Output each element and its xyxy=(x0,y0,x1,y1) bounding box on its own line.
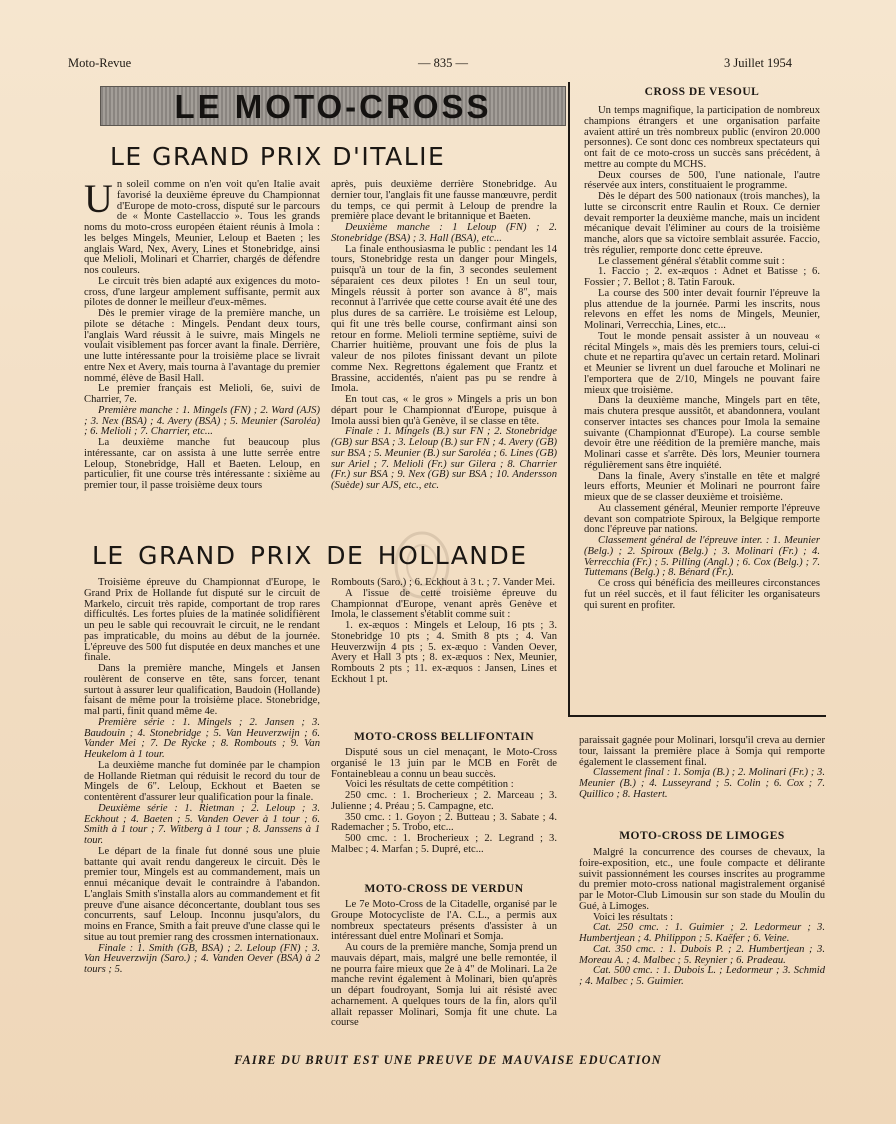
magazine-name: Moto-Revue xyxy=(68,56,132,70)
vesoul-paragraph: Ce cross qui bénéficia des meilleures circonstances fut un réel succès, et il faut féliciter les organisateurs qui surent en profiter. xyxy=(584,578,820,611)
verdun-results: Classement final : 1. Somja (B.) ; 2. Molinari (Fr.) ; 3. Meunier (B.) ; 4. Lusseyrand ; 5. Colin ; 6. Cox ; 7. Quillico ; 8. Hastert. xyxy=(579,767,825,800)
bellifontain-results: 500 cmc. : 1. Brocherieux ; 2. Legrand ; 3. Malbec ; 4. Marfan ; 5. Dupré, etc... xyxy=(331,833,557,855)
verdun-body xyxy=(331,900,557,1029)
italie-paragraph: Un soleil comme on n'en voit qu'en Italie avait favorisé la deuxième épreuve du Championnat d'Europe de moto-cross, disputé sur le parcours de « Monte Castellaccio ». Tous les grands noms du moto-cross européen étaient réunis à Imola : les belges Mingels, Meunier, Leloup et Baeten ; les anglais Ward, Nex, Avery, Lines et Stonebridge, ainsi que Melioli, Molinari et Charrier, chargés de défendre nos couleurs. xyxy=(84,176,320,276)
italie-results: Deuxième manche : 1 Leloup (FN) ; 2. Stonebridge (BSA) ; 3. Hall (BSA), etc... xyxy=(331,222,557,244)
italie-paragraph: La deuxième manche fut beaucoup plus intéressante, car on assista à une lutte serrée entre Leloup, Stonebridge, Hall et Baeten. Leloup, en particulier, fit une course très intéressante : sixième au premier tour, il passe troisième deux tours xyxy=(84,437,320,491)
vesoul-paragraph: Le classement général s'établit comme suit : xyxy=(598,255,785,267)
bellifontain-paragraph: Disputé sous un ciel menaçant, le Moto-Cross organisé le 13 juin par le MCB en Forêt de Fontainebleau a connu un beau succès. xyxy=(331,747,557,780)
vesoul-paragraph: Au classement général, Meunier remporte l'épreuve devant son compatriote Spiroux, la Belgique remporte donc l'épreuve par nations. xyxy=(584,502,820,536)
verdun-paragraph: Le 7e Moto-Cross de la Citadelle, organisé par le Groupe Motocycliste de l'A. C.L., a permis aux nombreux spectateurs présents d'assister à un intéressant duel entre Molinari et Somja. xyxy=(331,899,557,943)
italie-paragraph: En tout cas, « le gros » Mingels a pris un bon départ pour le Championnat d'Europe, puisque à Imola aussi bien qu'à Genève, il se classe en tête. xyxy=(331,394,557,427)
banner-title: LE MOTO-CROSS xyxy=(174,88,492,125)
hollande-column-1 xyxy=(84,578,320,976)
vesoul-body xyxy=(584,106,820,611)
limoges-results: Cat. 350 cmc. : 1. Dubois P. ; 2. Humbertjean ; 3. Moreau A. ; 4. Malbec ; 5. Reynier ; 6. Pradeau. xyxy=(579,943,825,966)
bellifontain-results: 350 cmc. : 1. Goyon ; 2. Butteau ; 3. Sabate ; 4. Rademacher ; 5. Trobo, etc... xyxy=(331,811,557,834)
vesoul-title: CROSS DE VESOUL xyxy=(644,86,760,98)
hollande-title: LE GRAND PRIX DE HOLLANDE xyxy=(92,541,528,570)
limoges-paragraph: Malgré la concurrence des courses de chevaux, la foire-exposition, etc., une foule compacte et délirante suivit passionnément les courses inscrites au programme du premier moto-cross national magistralement organisé par le Motor-Club Limousin sur son stade du Moulin du Gué, à Limoges. xyxy=(579,847,825,912)
italie-paragraph: après, puis deuxième derrière Stonebridge. Au dernier tour, l'anglais fit une fausse manœuvre, perdit du temps, ce qui permit à Leloup de prendre la première place devant le britannique et Baeten. xyxy=(331,179,557,223)
library-stamp-watermark xyxy=(392,530,452,600)
limoges-body xyxy=(579,848,825,988)
vesoul-paragraph: Un temps magnifique, la participation de nombreux champions étrangers et une organisation parfaite avaient attiré un très nombreux public (environ 20.000 personnes). Ce sont donc ces nombreux spectateurs qui ont fait de ce moto-cross un succès sans précédent, à mettre au compte du MCHS. xyxy=(584,105,820,170)
limoges-results: Cat. 250 cmc. : 1. Guimier ; 2. Ledormeur ; 3. Humbertjean ; 4. Philippon ; 5. Kaëfer ; 6. Veine. xyxy=(579,922,825,944)
hollande-standings: 1. ex-æquos : Mingels et Leloup, 16 pts ; 3. Stonebridge 10 pts ; 4. Smith 8 pts ; 4. Van Heuverzwijn 4 pts ; 5. ex-æquo : Vanden Oever, Avery et Hall 3 pts ; 8. ex-æquos : Nex, Meunier, Rombouts 2 pts ; 11. ex-æquos : Jansen, Lines et Eckhout 1 pt. xyxy=(331,620,557,685)
italie-paragraph: Le circuit très bien adapté aux exigences du moto-cross, d'une largeur amplement suffisante, permit aux pilotes de donner le meilleur d'eux-mêmes. xyxy=(84,275,320,309)
vesoul-results: Classement général de l'épreuve inter. : 1. Meunier (Belg.) ; 2. Spiroux (Belg.) ; 3. Molinari (Fr.) ; 4. Verrecchia (Fr.) ; 5. Pilling (Angl.) ; 6. Cox (Belg.) ; 7. Tuttemans (Belg.) ; 8. Bénard (Fr.). xyxy=(584,535,820,579)
hollande-results: Finale : 1. Smith (GB, BSA) ; 2. Leloup (FN) ; 3. Van Heuverzwijn (Saro.) ; 4. Vanden Oever (BSA) à 2 tours ; 5. xyxy=(84,942,320,975)
hollande-paragraph: Rombouts (Saro.) ; 6. Eckhout à 3 t. ; 7. Vander Mei. xyxy=(331,577,556,588)
vesoul-paragraph: Dans la finale, Avery s'installe en tête et malgré leurs efforts, Meunier et Molinari ne pourront faire mieux que de se classer deuxième et troisième. xyxy=(584,470,820,503)
vesoul-paragraph: Dès le départ des 500 nationaux (trois manches), la lutte se circonscrit entre Raulin et Roux. Ce dernier devait remporter la deuxième manche, mais un incident mécanique devait l'éliminer au cours de la troisième manche, alors que sa victoire semblait assurée. Faccio, très régulier, remporte donc cette épreuve. xyxy=(584,191,820,256)
verdun-paragraph: Au cours de la première manche, Somja prend un mauvais départ, mais, malgré une belle remontée, il ne pourra faire mieux que 2e à 4" de Molinari. La 2e manche revint également à Molinari, bien qu'après un départ foudroyant, Somja lui ait résisté avec acharnement. A quelques tours de la fin, alors qu'il allait repasser Molinari, Somja fit une chute. La course xyxy=(331,942,557,1029)
bellifontain-title: MOTO-CROSS BELLIFONTAIN xyxy=(353,731,535,743)
italie-column-1 xyxy=(84,176,320,492)
italie-title: LE GRAND PRIX D'ITALIE xyxy=(110,142,446,171)
hollande-paragraph: A l'issue de cette troisième épreuve du Championnat d'Europe, venant après Genève et Imola, le classement s'établit comme suit : xyxy=(331,587,557,621)
italie-paragraph: Le premier français est Melioli, 6e, suivi de Charrier, 7e. xyxy=(84,383,320,405)
italie-results: Finale : 1. Mingels (B.) sur FN ; 2. Stonebridge (GB) sur BSA ; 3. Leloup (B.) sur FN ; 4. Avery (GB) sur BSA ; 5. Meunier (B.) sur Saroléa ; 6. Lines (GB) sur Ariel ; 7. Melioli (Fr.) sur Gilera ; 8. Charrier (Fr.) sur BSA ; 9. Nex (GB) sur BSA ; 10. Andersson (Suède) sur AJS, etc., etc. xyxy=(331,426,557,491)
vesoul-results: 1. Faccio ; 2. ex-æquos : Adnet et Batisse ; 6. Fossier ; 7. Bellot ; 8. Tatin Farouk. xyxy=(584,266,820,288)
vesoul-paragraph: Tout le monde pensait assister à un nouveau « récital Mingels », mais dès les premiers tours, celui-ci chute et ne repartira qu'avec un certain retard. Molinari et Meunier se livrent un duel farouche et Molinari ne l'emportera que de 2/10, Mingels ne pouvant faire mieux que troisième. xyxy=(584,330,820,396)
italie-column-2 xyxy=(331,180,557,492)
drop-cap: U xyxy=(84,176,113,221)
vesoul-paragraph: Deux courses de 500, l'une nationale, l'autre réservée aux inters, constituaient le programme. xyxy=(584,169,820,192)
limoges-title: MOTO-CROSS DE LIMOGES xyxy=(619,830,785,842)
hollande-results: Première série : 1. Mingels ; 2. Jansen ; 3. Baudouin ; 4. Stonebridge ; 5. Van Heuverzwijn ; 6. Vander Mei ; 7. De Rycke ; 8. Rombouts ; 9. Van Heukelom à 1 tour. xyxy=(84,716,320,760)
italie-paragraph: Dès le premier virage de la première manche, un pilote se détache : Mingels. Pendant deux tours, l'anglais Ward réussit à le suivre, mais Mingels ne voulait visiblement pas forcer avant la finale. Derrière, une lutte intéressante pour la troisième place se livrait entre Nex et Avery, mais tourna à l'avantage du premier nommé, élève de Basil Hall. xyxy=(84,308,320,384)
bellifontain-paragraph: Voici les résultats de cette compétition : xyxy=(345,779,514,791)
issue-date: 3 Juillet 1954 xyxy=(724,56,793,70)
hollande-paragraph: Le départ de la finale fut donné sous une pluie battante qui avait rendu dangereux le circuit. Dès le premier tour, Mingels est au commandement, mais un ennui mécanique devait le contraindre à l'abandon. L'anglais Smith s'installa alors au commandement et fit preuve d'une aisance déconcertante, doublant tous ses concurrents, sauf Leloup. Inconnu jusqu'alors, du moins en France, Smith a fait preuve d'une classe qui le situe au tout premier rang des crossmen internationaux. xyxy=(84,845,320,943)
bellifontain-body xyxy=(331,748,557,856)
hollande-results: Deuxième série : 1. Rietman ; 2. Leloup ; 3. Eckhout ; 4. Baeten ; 5. Vanden Oever à 1 tour ; 6. Smith à 1 tour ; 7. Witberg à 1 tour ; 8. Janssens à 1 tour. xyxy=(84,802,320,846)
hollande-paragraph: Dans la première manche, Mingels et Jansen roulèrent de conserve en tête, sans forcer, tenant surtout à assurer leur qualification, Baudoin (Hollande) faisant de même pour la troisième place. Stonebridge, mal parti, finit quand même 4e. xyxy=(84,663,320,717)
footer-slogan: FAIRE DU BRUIT EST UNE PREUVE DE MAUVAISE EDUCATION xyxy=(234,1053,662,1067)
vesoul-paragraph: Dans la deuxième manche, Mingels part en tête, mais chutera presque aussitôt, et abandonnera, voulant conserver intactes ses chances pour Imola la semaine suivante (Championnat d'Europe). La course semble devoir être une réédition de la première manche, mais Molinari casse et s'arrête. Dès lors, Meunier tournera régulièrement sans être inquiété. xyxy=(584,395,820,471)
vesoul-box xyxy=(568,82,826,717)
verdun-paragraph: paraissait gagnée pour Molinari, lorsqu'il creva au dernier tour, laissant la première place à Somja qui remporte également le classement final. xyxy=(579,735,825,768)
verdun-continued xyxy=(579,736,825,801)
italie-paragraph: La finale enthousiasma le public : pendant les 14 tours, Stonebridge resta un danger pour Mingels, puisqu'à un tour de la fin, 3 secondes seulement séparaient ces deux pilotes ! En un seul tour, Mingels réussit à porter son avance à 8", mais reconnut à l'arrivée que cette course avait été une des plus dures de sa carrière. Le troisième est Leloup, qui fit une très belle course, confirmant ainsi son retour en forme. Melioli termine septième, suivi de Charrier huitième, prouvant une fois de plus la valeur de nos pilotes finissant devant un pilote comme Nex. Regrettons également que Frantz et Brassine, accidentés, n'aient pas pu se rendre à Imola. xyxy=(331,243,557,395)
page-number: — 835 — xyxy=(418,56,468,70)
section-banner xyxy=(100,86,566,126)
verdun-title: MOTO-CROSS DE VERDUN xyxy=(364,883,524,895)
hollande-paragraph: Troisième épreuve du Championnat d'Europe, le Grand Prix de Hollande fut disputé sur le circuit de Markelo, circuit très rapide, comportant de trop rares difficultés. Les fortes pluies de la matinée solidifièrent un peu le sable qui recouvrait le circuit, ne le rendant pas impraticable, du moins au début de la journée. L'épreuve des 500 fut disputée en deux manches et une finale. xyxy=(84,577,320,664)
limoges-results: Cat. 500 cmc. : 1. Dubois L. ; Ledormeur ; 3. Schmid ; 4. Malbec ; 5. Guimier. xyxy=(579,965,825,987)
italie-results: Première manche : 1. Mingels (FN) ; 2. Ward (AJS) ; 3. Nex (BSA) ; 4. Avery (BSA) ; 5. Meunier (Saroléa) ; 6. Melioli ; 7. Charrier, etc... xyxy=(84,404,320,438)
bellifontain-results: 250 cmc. : 1. Brocherieux ; 2. Marceau ; 3. Julienne ; 4. Préau ; 5. Campagne, etc. xyxy=(331,790,557,812)
hollande-paragraph: La deuxième manche fut dominée par le champion de Hollande Rietman qui réduisit le record du tour de Mingels de 6". Leloup, Eckhout et Baeten se contentèrent d'assurer leur qualification pour la finale. xyxy=(84,759,320,803)
vesoul-paragraph: La course des 500 inter devait fournir l'épreuve la plus attendue de la journée. Parmi les inscrits, nous relevons en effet les noms de Mingels, Meunier, Molinari, Verrecchia, Lines, etc... xyxy=(584,287,820,331)
limoges-paragraph: Voici les résultats : xyxy=(593,911,674,923)
